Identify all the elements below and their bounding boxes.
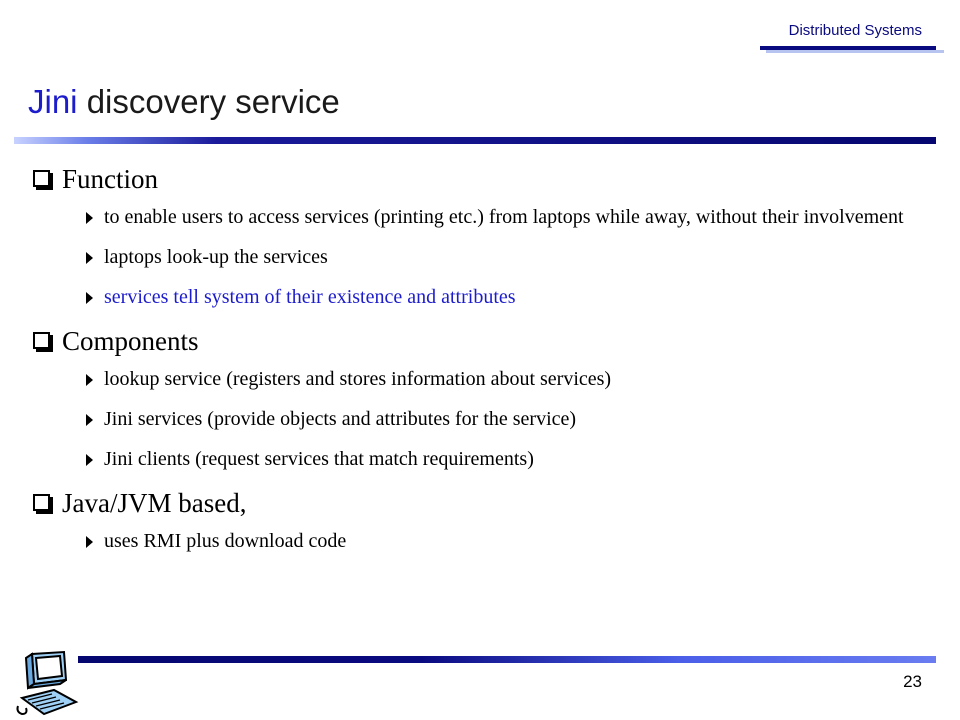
list-item (0, 528, 960, 554)
checkbox-icon (33, 170, 50, 187)
section-function (0, 160, 960, 310)
header-course-label: Distributed Systems (788, 22, 922, 39)
list-item-text: services tell system of their existence and attributes (104, 286, 516, 308)
checkbox-icon (33, 332, 50, 349)
triangle-bullet-icon (86, 292, 93, 304)
bullet-list (0, 366, 960, 472)
bullet-list (0, 204, 960, 310)
title-rest: discovery service (77, 83, 340, 120)
section-heading-text: Java/JVM based, (62, 488, 247, 518)
list-item-text: uses RMI plus download code (104, 530, 347, 552)
section-components (0, 322, 960, 472)
header-rule (760, 46, 936, 50)
header-rule-shadow (766, 50, 944, 53)
triangle-bullet-icon (86, 212, 93, 224)
footer-rule (78, 656, 936, 663)
page-title (28, 83, 340, 121)
title-keyword: Jini (28, 83, 78, 120)
list-item-text: laptops look-up the services (104, 246, 328, 268)
triangle-bullet-icon (86, 536, 93, 548)
list-item (0, 204, 960, 230)
section-heading-text: Components (62, 326, 199, 356)
list-item-text: to enable users to access services (printing etc.) from laptops while away, without their involvement (104, 206, 904, 228)
list-item (0, 406, 960, 432)
list-item-text: Jini clients (request services that match requirements) (104, 448, 534, 470)
section-java (0, 484, 960, 554)
computer-icon (14, 648, 84, 718)
list-item (0, 366, 960, 392)
list-item-text: lookup service (registers and stores information about services) (104, 368, 612, 390)
slide-content (0, 160, 960, 554)
section-heading (0, 322, 960, 360)
section-heading (0, 484, 960, 522)
triangle-bullet-icon (86, 252, 93, 264)
list-item-text: Jini services (provide objects and attributes for the service) (104, 408, 577, 430)
list-item (0, 244, 960, 270)
list-item (0, 446, 960, 472)
list-item-highlighted (0, 284, 960, 310)
triangle-bullet-icon (86, 414, 93, 426)
section-heading (0, 160, 960, 198)
bullet-list (0, 528, 960, 554)
triangle-bullet-icon (86, 454, 93, 466)
checkbox-icon (33, 494, 50, 511)
section-heading-text: Function (62, 164, 159, 194)
title-rule (14, 137, 936, 144)
triangle-bullet-icon (86, 374, 93, 386)
page-number: 23 (903, 672, 922, 691)
